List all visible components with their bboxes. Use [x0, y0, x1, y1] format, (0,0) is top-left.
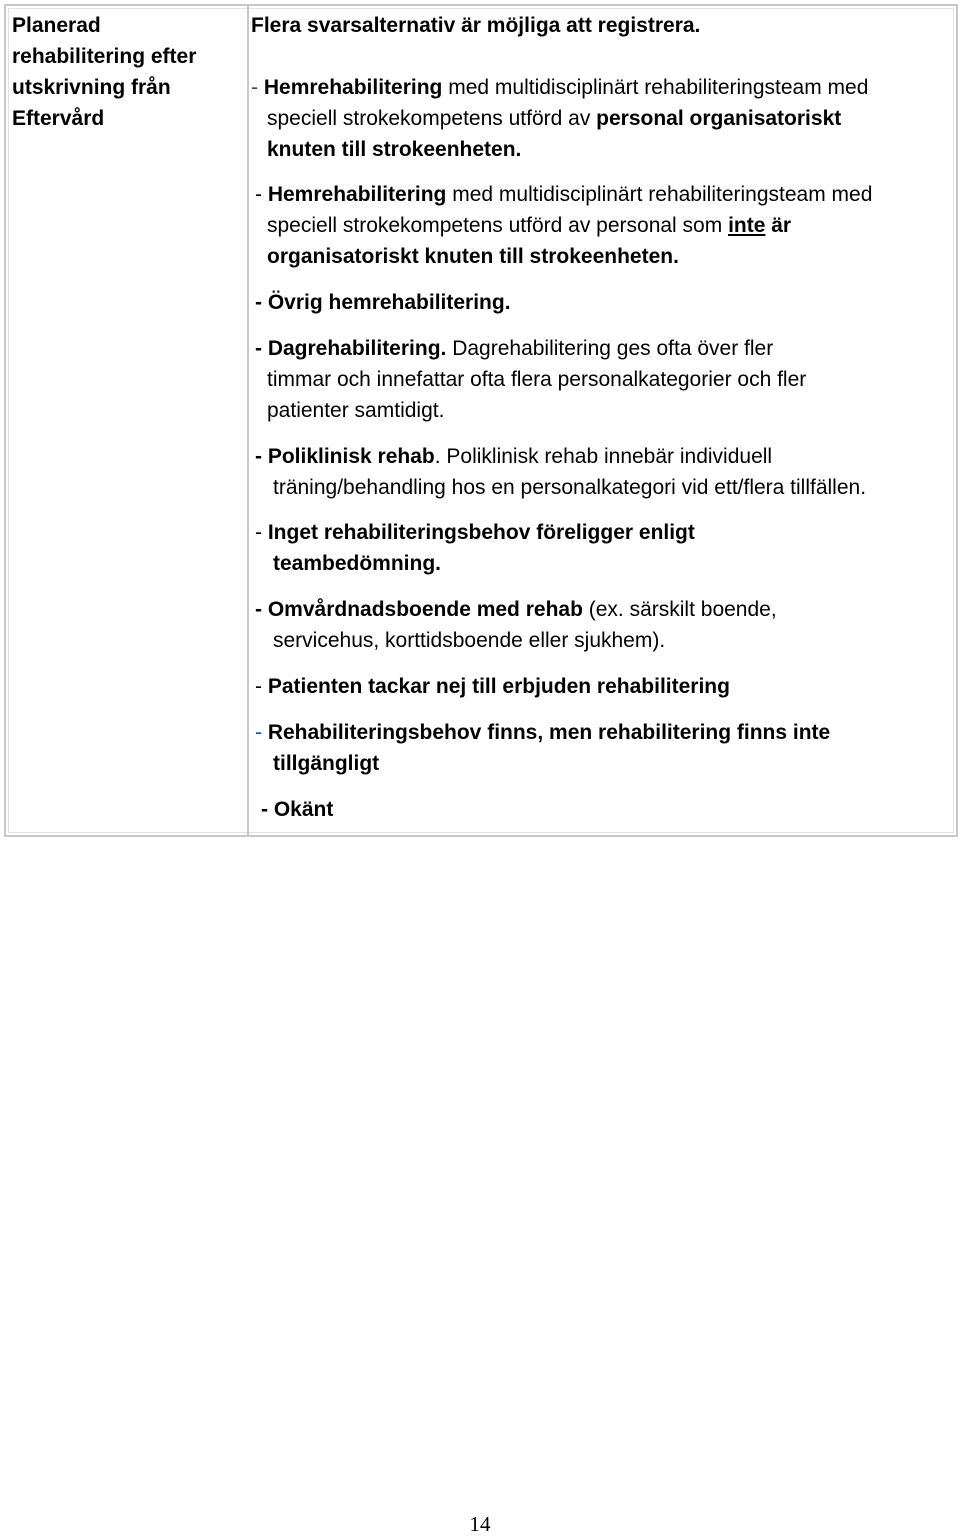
option-8 [255, 671, 730, 702]
option-dash: - [255, 721, 268, 744]
option-7-text: (ex. särskilt boende, [582, 598, 777, 621]
option-9-line-2: tillgängligt [273, 752, 380, 775]
option-5-line-1 [255, 441, 772, 472]
option-5-text: . Poliklinisk rehab innebär individuell [434, 445, 773, 468]
option-dash: - [251, 76, 258, 99]
option-1-text: speciell strokekompetens utförd av [267, 107, 597, 130]
option-2-underlined: inte [728, 214, 766, 237]
option-5-title: - Poliklinisk rehab [255, 445, 435, 468]
option-4-line-2: timmar och innefattar ofta flera personalkategorier och fler [267, 368, 807, 391]
question-label-line: rehabilitering efter [12, 45, 197, 68]
question-label-line: utskrivning från [12, 76, 171, 99]
option-6-line-1 [255, 517, 695, 548]
option-1-line-1 [251, 72, 868, 103]
page-number: 14 [469, 1512, 491, 1536]
option-4-text: Dagrehabilitering ges ofta över fler [446, 337, 774, 360]
option-2-title: Hemrehabilitering [267, 183, 447, 206]
option-2-text: speciell strokekompetens utförd av personal som [267, 214, 729, 237]
option-4-line-3: patienter samtidigt. [267, 399, 445, 422]
option-2-text: med multidisciplinärt rehabiliteringsteam med [446, 183, 873, 206]
option-2-line-1 [255, 179, 872, 210]
option-dash: - [255, 675, 268, 698]
option-7-line-2: servicehus, korttidsboende eller sjukhem). [273, 629, 666, 652]
option-dash: - [255, 521, 268, 544]
option-1-emphasis: personal organisatoriskt [596, 107, 842, 130]
option-9-line-1 [255, 717, 830, 748]
option-dash: - [255, 183, 268, 206]
option-2-line-3: organisatoriskt knuten till strokeenheten. [267, 245, 679, 268]
question-label-cell [12, 10, 242, 134]
column-divider [247, 6, 249, 835]
option-4-line-1 [255, 333, 773, 364]
form-table [4, 4, 958, 837]
option-4-title: - Dagrehabilitering. [255, 337, 447, 360]
option-2-emphasis: är [765, 214, 792, 237]
intro-text: Flera svarsalternativ är möjliga att registrera. [251, 14, 701, 37]
question-label-line: Eftervård [12, 107, 105, 130]
option-6-line-2: teambedömning. [273, 552, 442, 575]
option-6-title: Inget rehabiliteringsbehov föreligger enligt [267, 521, 695, 544]
option-7-title: - Omvårdnadsboende med rehab [255, 598, 583, 621]
option-9-title: Rehabiliteringsbehov finns, men rehabilitering finns inte [267, 721, 831, 744]
option-7-line-1 [255, 594, 777, 625]
option-5-line-2: träning/behandling hos en personalkategori vid ett/flera tillfällen. [273, 476, 867, 499]
option-2-line-2 [267, 210, 791, 241]
option-1-line-2 [267, 103, 841, 134]
option-1-title: Hemrehabilitering [263, 76, 443, 99]
option-1-text: med multidisciplinärt rehabiliteringsteam med [442, 76, 869, 99]
option-3: - Övrig hemrehabilitering. [255, 291, 511, 314]
option-1-line-3: knuten till strokeenheten. [267, 138, 522, 161]
option-8-title: Patienten tackar nej till erbjuden rehabilitering [267, 675, 730, 698]
question-label-line: Planerad [12, 14, 101, 37]
option-10: - Okänt [261, 798, 334, 821]
